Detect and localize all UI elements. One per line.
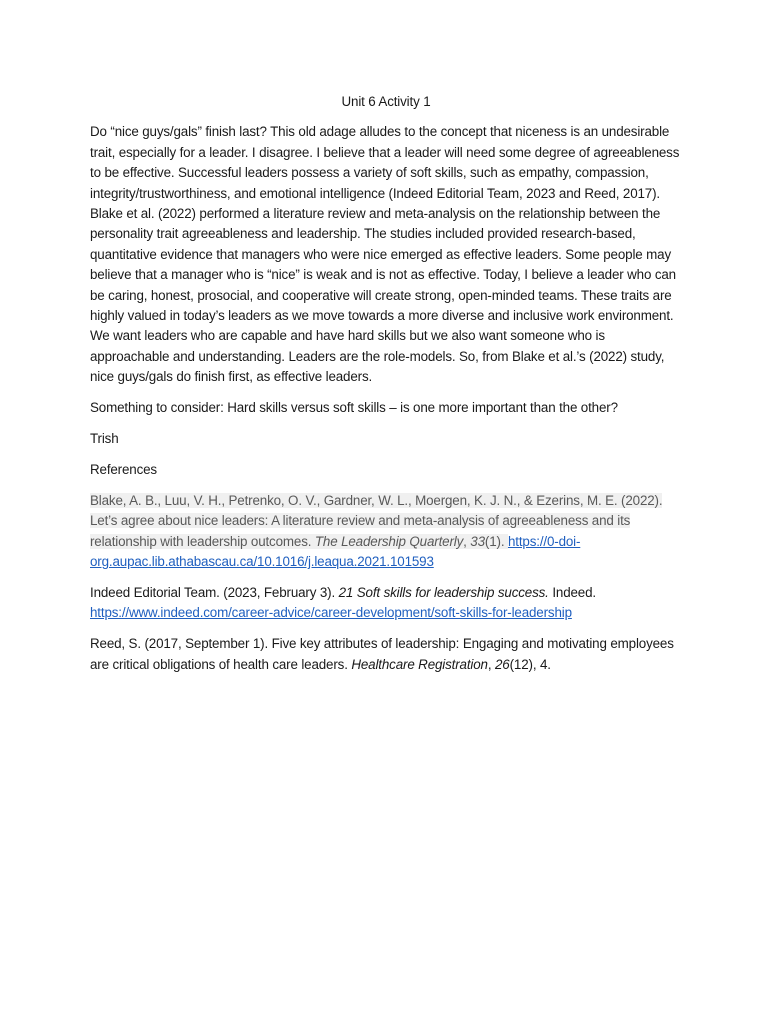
reference-indeed-link[interactable]: https://www.indeed.com/career-advice/career-development/soft-skills-for-leadership xyxy=(90,605,572,621)
reference-reed-journal: Healthcare Registration xyxy=(351,656,488,672)
reference-indeed-title: 21 Soft skills for leadership success. xyxy=(338,585,549,601)
reference-blake-text: Blake, A. B., Luu, V. H., Petrenko, O. V., Gardner, W. L., Moergen, K. J. N., & Ezerins, M. E. (2022). Let’s agree about nice leaders: A literature review and meta-analysis of agreeableness and its relationship with leadership outcomes. xyxy=(90,492,663,549)
reference-reed-text: Reed, S. (2017, September 1). Five key attributes of leadership: Engaging and motivating employees are critical obligations of health care leaders. xyxy=(90,636,674,672)
reference-indeed-text: Indeed Editorial Team. (2023, February 3). xyxy=(90,585,339,601)
references-heading: References xyxy=(90,462,157,477)
reference-reed-volume: 26 xyxy=(495,656,510,672)
body-paragraph-2: Something to consider: Hard skills versus soft skills – is one more important than the other? xyxy=(90,400,618,416)
reference-blake-volume: 33 xyxy=(470,533,485,549)
body-paragraph-1: Do “nice guys/gals” finish last? This old adage alludes to the concept that niceness is an undesirable trait, especially for a leader. I disagree. I believe that a leader will need some degree of agreeableness to be effective. Successful leaders possess a variety of soft skills, such as empathy, compassion, integrity/trustworthiness, and emotional intelligence (Indeed Editorial Team, 2023 and Reed, 2017). Blake et al. (2022) performed a literature review and meta-analysis on the relationship between the personality trait agreeableness and leadership. The studies included provided research-based, quantitative evidence that managers who were nice emerged as effective leaders. Some people may believe that a manager who is “nice” is weak and is not as effective. Today, I believe a leader who can be caring, honest, prosocial, and cooperative will create strong, open-minded teams. These traits are highly valued in today’s leaders as we move towards a more diverse and inclusive work environment. We want leaders who are capable and have hard skills but we also want someone who is approachable and understanding. Leaders are the role-models. So, from Blake et al.’s (2022) study, nice guys/gals do finish first, as effective leaders. xyxy=(90,124,680,385)
reference-reed-sep: , xyxy=(487,656,495,672)
reference-blake xyxy=(90,491,682,573)
reference-reed xyxy=(90,634,682,675)
signature: Trish xyxy=(90,431,119,447)
document-title: Unit 6 Activity 1 xyxy=(341,94,431,109)
reference-reed-issue: (12), 4. xyxy=(509,656,551,672)
reference-blake-issue: (1). xyxy=(484,533,508,549)
reference-blake-sep: , xyxy=(463,533,471,549)
reference-blake-link[interactable]: https://0-doi-org.aupac.lib.athabascau.ca/10.1016/j.leaqua.2021.101593 xyxy=(90,533,581,570)
reference-blake-journal: The Leadership Quarterly xyxy=(314,533,464,549)
reference-indeed xyxy=(90,583,682,624)
document-page xyxy=(90,92,682,686)
reference-indeed-publisher: Indeed. xyxy=(548,585,596,601)
